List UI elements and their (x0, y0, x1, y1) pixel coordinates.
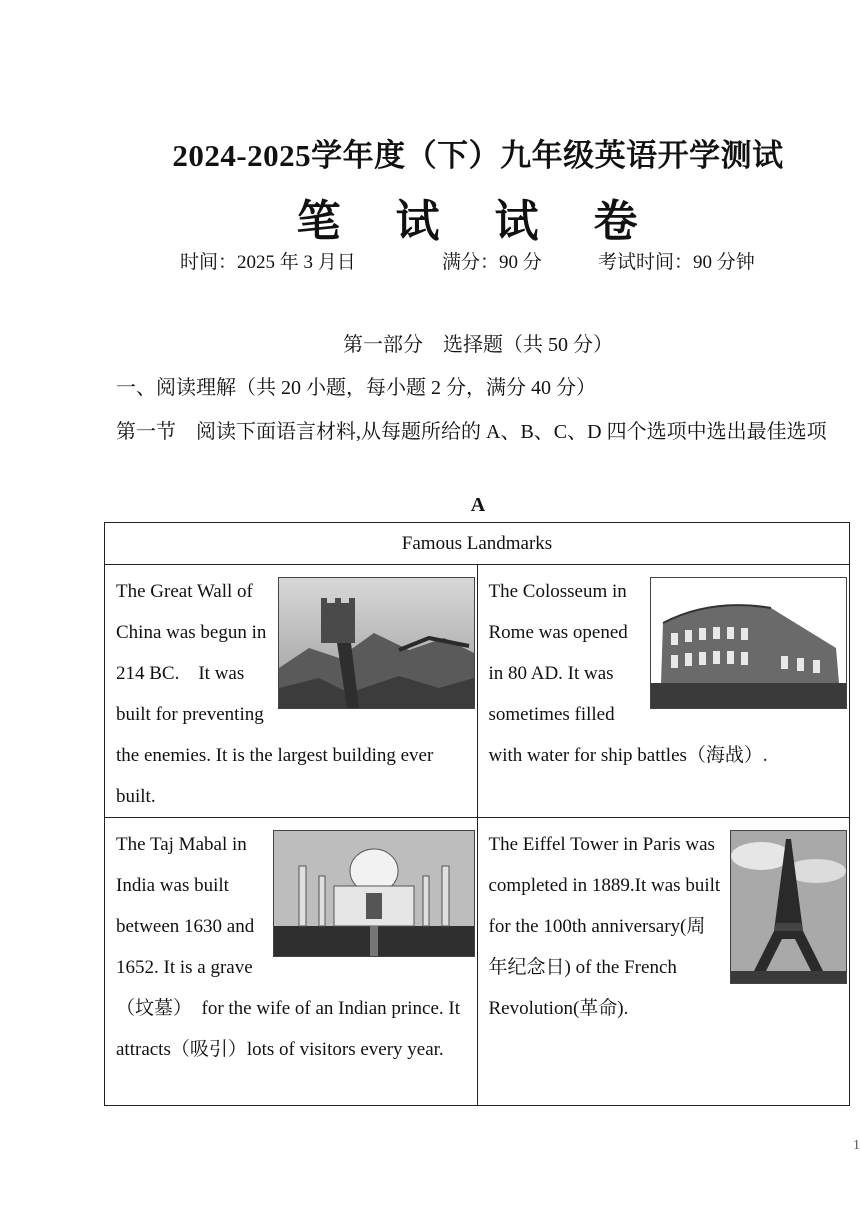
eiffel-tower-image (730, 830, 847, 984)
cell-taj-mahal (105, 818, 478, 1106)
section-heading: 第一部分 选择题（共 50 分） (343, 334, 613, 356)
cell-colosseum (477, 565, 850, 818)
exam-title: 2024-2025学年度（下）九年级英语开学测试 (172, 138, 784, 173)
passage-label: A (470, 494, 486, 516)
great-wall-image (278, 577, 475, 709)
cell-great-wall (105, 565, 478, 818)
taj-mahal-image (273, 830, 475, 957)
cell-taj-mahal-text: The Taj Mabal in India was built between 1630 and 1652. It is a grave（坟墓） for the wife of an Indian prince. It attracts（吸引）lots of visitors every year. (116, 834, 461, 1060)
colosseum-image (650, 577, 847, 709)
cell-eiffel-tower-text: The Eiffel Tower in Paris was completed in 1889.It was built for the 100th anniversary(周年纪念日) of the French Revolution(革命). (488, 834, 721, 1019)
part-heading: 一、阅读理解（共 20 小题，每小题 2 分，满分 40 分） (116, 377, 596, 399)
exam-full-score: 满分：90 分 (442, 252, 542, 273)
exam-date: 时间：2025 年 3 月日 (180, 252, 356, 273)
page-number: 1 (853, 1138, 860, 1153)
cell-great-wall-text: The Great Wall of China was begun in 214 BC. It was built for preventing the enemies. It is the largest building ever built. (116, 581, 434, 807)
cell-eiffel-tower (477, 818, 850, 1106)
section-instruction: 第一节 阅读下面语言材料,从每题所给的 A、B、C、D 四个选项中选出最佳选项 (116, 421, 827, 443)
table-title: Famous Landmarks (105, 523, 850, 565)
landmarks-table (104, 522, 850, 1106)
exam-duration: 考试时间：90 分钟 (598, 252, 755, 273)
exam-subtitle: 笔 试 试 卷 (296, 197, 660, 246)
cell-colosseum-text: The Colosseum in Rome was opened in 80 AD. It was sometimes filled with water for ship battles（海战）. (488, 581, 768, 766)
